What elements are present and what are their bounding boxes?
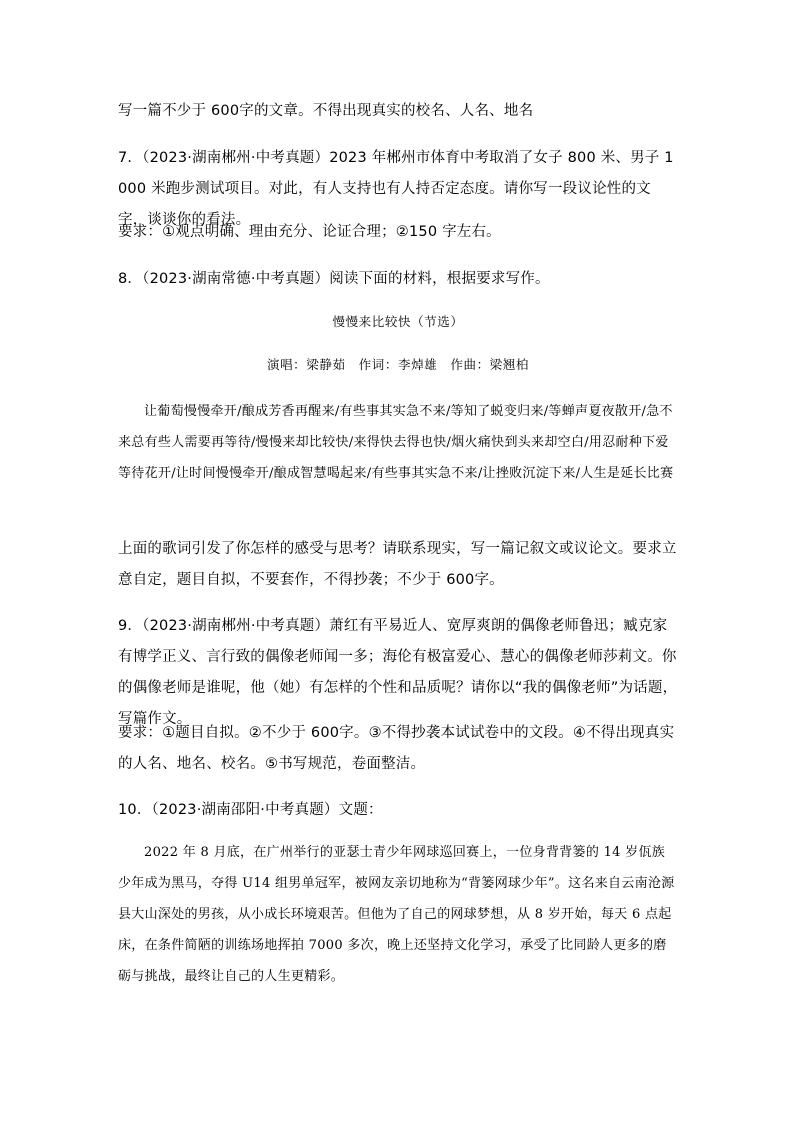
question-9-requirement: 要求：①题目自拟。②不少于 600字。③不得抄袭本试试卷中的文段。④不得出现真实的人名、地名、校名。⑤书写规范，卷面整洁。 <box>118 725 675 772</box>
song-title: 慢慢来比较快（节选） <box>332 314 464 329</box>
question-10-text: 10．（2023·湖南邵阳·中考真题）文题： <box>118 802 383 818</box>
question-10-passage: 2022 年 8 月底，在广州举行的亚瑟士青少年网球巡回赛上，一位身背背篓的 14 岁佤族少年成为黑马，夺得 U14 组男单冠军，被网友亲切地称为“背篓网球少年”。这名来自云南沧源县大山深处的男孩，从小成长环境艰苦。但他为了自己的网球梦想，从 8 岁开始，每天 6 点起床，在条件简陋的训练场地挥拍 7000 多次，晚上还坚持文化学习，承受了比同龄人更多的磨砺与挑战，最终让自己的人生更精彩。 <box>118 845 675 984</box>
song-lyrics: 让葡萄慢慢牵开/酿成芳香再醒来/有些事其实急不来/等知了蜕变归来/等蝉声夏夜散开/急不来总有些人需要再等待/慢慢来却比较快/来得快去得也快/烟火痛快到头来却空白/用忍耐种下爱等待花开/让时间慢慢牵开/酿成智慧喝起来/有些事其实急不来/让挫败沉淀下来/人生是延长比赛 <box>118 404 674 481</box>
question-9-text: 9．（2023·湖南郴州·中考真题）萧红有平易近人、宽厚爽朗的偶像老师鲁迅；臧克家有博学正义、言行致的偶像老师闻一多；海伦有极富爱心、慧心的偶像老师莎莉文。你的偶像老师是谁呢，他（她）有怎样的个性和品质呢？请你以“我的偶像老师”为话题，写篇作文。 <box>118 618 678 727</box>
question-8-prompt: 上面的歌词引发了你怎样的感受与思考？请联系现实，写一篇记叙文或议论文。要求立意自定，题目自拟，不要套作，不得抄袭；不少于 600字。 <box>118 541 677 588</box>
question-8-text: 8．（2023·湖南常德·中考真题）阅读下面的材料，根据要求写作。 <box>118 271 550 287</box>
intro-line: 写一篇不少于 600字的文章。不得出现真实的校名、人名、地名 <box>118 103 534 119</box>
question-7-text: 7．（2023·湖南郴州·中考真题）2023 年郴州市体育中考取消了女子 800 米、男子 1000 米跑步测试项目。对此，有人支持也有人持否定态度。请你写一段议论性的文字，谈谈你的看法。 <box>118 150 674 228</box>
question-7-requirement: 要求：①观点明确、理由充分、论证合理；②150 字左右。 <box>118 224 501 240</box>
song-credits: 演唱：梁静茹 作词：李焯雄 作曲：梁翘柏 <box>266 357 529 372</box>
